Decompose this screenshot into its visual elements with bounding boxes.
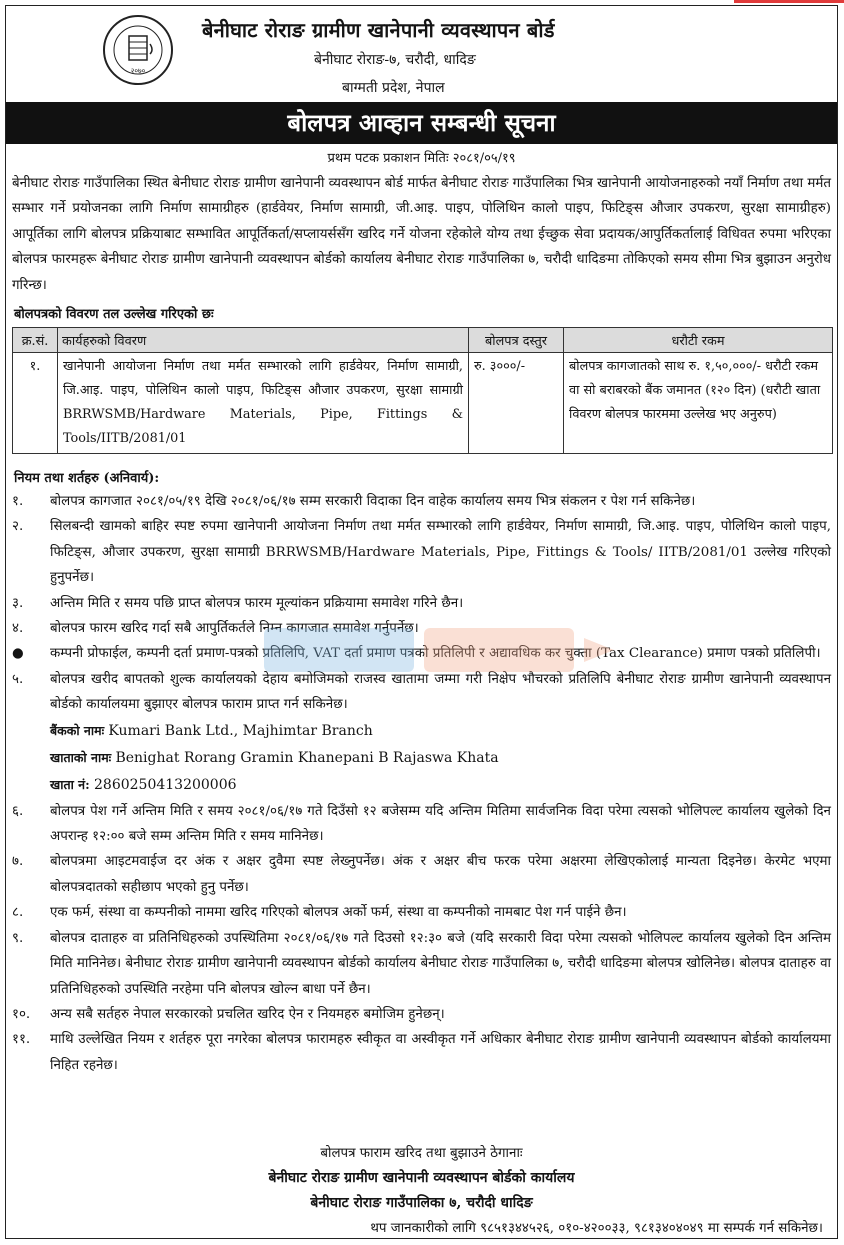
term-item <box>12 489 831 514</box>
board-seal-icon <box>102 14 174 86</box>
account-name-line <box>50 745 831 772</box>
term-text: अन्तिम मिति र समय पछि प्राप्त बोलपत्र फारम मूल्यांकन प्रक्रियामा समावेश गरिने छैन। <box>50 595 464 611</box>
terms-list <box>12 489 831 1078</box>
term-item <box>12 1002 831 1027</box>
account-name-value: Benighat Rorang Gramin Khanepani B Rajaswa Khata <box>115 749 499 766</box>
term-number: १. <box>12 494 24 509</box>
board-title: बेनीघाट रोराङ ग्रामीण खानेपानी व्यवस्थापन बोर्ड <box>202 18 555 42</box>
term-number: ९. <box>12 930 24 946</box>
table-row <box>13 353 833 454</box>
term-text: बोलपत्र खरीद बापतको शुल्क कार्यालयको देहाय बमोजिमको राजस्व खातामा जम्मा गरी निक्षेप भौचरको प्रतिलिपि बेनीघाट रोराङ ग्रामीण खानेपानी व्यवस्थापन बोर्डको कार्यालयमा बुझाएर बोलपत्र फाराम प्राप्त गर्न सकिनेछ। <box>50 671 831 713</box>
account-number-label: खाता नं: <box>50 776 90 792</box>
table-header-row <box>13 328 833 353</box>
term-number: १०. <box>12 1006 31 1022</box>
term-text: बोलपत्र पेश गर्ने अन्तिम मिति र समय २०८१/०६/१७ गते दिउँसो १२ बजेसम्म यदि अन्तिम मितिमा सार्वजनिक विदा परेमा त्यसको भोलिपल्ट कार्यालय खुलेको दिन अपरान्ह १२:०० बजे सम्म अन्तिम मिति र समय मानिनेछ। <box>50 803 831 845</box>
account-number-line <box>50 772 831 799</box>
bullet-icon: ● <box>12 646 24 662</box>
term-text: अन्य सबै सर्तहरु नेपाल सरकारको प्रचलित खरिद ऐन र नियमहरु बमोजिम हुनेछन्। <box>50 1006 445 1022</box>
cell-no: १. <box>13 353 58 454</box>
bank-details <box>12 718 831 799</box>
term-item <box>12 616 831 641</box>
bank-name-line <box>50 718 831 745</box>
term-item <box>12 591 831 616</box>
footer-contact: थप जानकारीको लागि ९८५१३४४५२६, ०१०-४२००३३, ९८१३४०४०४९ मा सम्पर्क गर्न सकिनेछ। <box>370 1221 823 1236</box>
seal-year: २०७० <box>130 67 146 75</box>
board-address: बेनीघाट रोराङ-७, चरौदी, धादिङ <box>314 52 476 68</box>
term-text: एक फर्म, संस्था वा कम्पनीको नाममा खरिद गरिएको बोलपत्र अर्को फर्म, संस्था वा कम्पनीको नामबाट पेश गर्न पाईने छैन। <box>50 905 627 921</box>
term-number: २. <box>12 519 24 535</box>
notice-banner: बोलपत्र आव्हान सम्बन्धी सूचना <box>6 102 837 144</box>
account-number-value: 2860250413200006 <box>94 776 237 793</box>
cell-description: खानेपानी आयोजना निर्माण तथा मर्मत सम्भारको लागि हार्डवेयर, निर्माण सामाग्री, जि.आइ. पाइप, पोलिथिन कालो पाइप, फिटिङ्स औजार उपकरण, सुरक्षा सामाग्री BRRWSMB/Hardware Materials, Pipe, Fittings & Tools/IITB/2081/01 <box>58 353 469 454</box>
term-number: ८. <box>12 905 24 921</box>
bid-details-table <box>12 327 833 454</box>
terms-heading: नियम तथा शर्तहरु (अनिवार्य): <box>14 471 160 486</box>
cell-fee: रु. ३०००/- <box>469 353 564 454</box>
term-text: बोलपत्रमा आइटमवाईज दर अंक र अक्षर दुवैमा स्पष्ट लेख्नुपर्नेछ। अंक र अक्षर बीच फरक परेमा अक्षरमा लेखिएकोलाई मान्यता दिइनेछ। केरमेट भएमा बोलपत्रदातको सहीछाप भएको हुनु पर्नेछ। <box>50 854 831 895</box>
footer-office-location: बेनीघाट रोराङ गाउँपालिका ७, चरौदी धादिङ <box>310 1195 533 1211</box>
term-text: बोलपत्र कागजात २०८१/०५/१९ देखि २०८१/०६/१७ सम्म सरकारी विदाका दिन वाहेक कार्यालय समय भित्र संकलन र पेश गर्न सकिनेछ। <box>50 494 696 509</box>
term-text: बोलपत्र फारम खरिद गर्दा सबै आपुर्तिकर्तले निम्न कागजात समावेश गर्नुपर्नेछ। <box>50 621 419 637</box>
col-header-no: क्र.सं. <box>13 328 58 353</box>
term-item <box>12 641 831 666</box>
term-number: ६. <box>12 803 24 819</box>
term-item <box>12 1027 831 1078</box>
corner-accent <box>734 0 844 3</box>
term-number: ५. <box>12 671 24 687</box>
publication-date: प्रथम पटक प्रकाशन मितिः २०८१/०५/१९ <box>327 151 516 166</box>
col-header-deposit: धरौटी रकम <box>564 328 833 353</box>
notice-page <box>5 5 838 1239</box>
table-intro: बोलपत्रको विवरण तल उल्लेख गरिएको छः <box>14 307 214 322</box>
bank-name-value: Kumari Bank Ltd., Majhimtar Branch <box>108 722 373 739</box>
term-text: सिलबन्दी खामको बाहिर स्पष्ट रुपमा खानेपानी आयोजना निर्माण तथा मर्मत सम्भारको लागि हार्डवेयर, निर्माण सामाग्री, जि.आइ. पाइप, पोलिथिन कालो पाइप, फिटिङ्स, औजार उपकरण, सुरक्षा सामाग्री BRRWSMB/Hardware Materials, Pipe, Fittings & Tools/ IITB/2081/01 उल्लेख गरिएको हुनुपर्नेछ। <box>50 519 831 586</box>
cell-deposit: बोलपत्र कागजातको साथ रु. १,५०,०००/- धरौटी रकम वा सो बराबरको बैंक जमानत (१२० दिन) (धरौटी खाता विवरण बोलपत्र फारममा उल्लेख भए अनुरुप) <box>564 353 833 454</box>
term-text: माथि उल्लेखित नियम र शर्तहरु पूरा नगरेका बोलपत्र फारामहरु स्वीकृत वा अस्वीकृत गर्ने अधिकार बेनीघाट रोराङ ग्रामीण खानेपानी व्यवस्थापन बोर्डको कार्यालयमा निहित रहनेछ। <box>50 1032 831 1073</box>
term-number: ११. <box>12 1032 31 1048</box>
footer-address-heading: बोलपत्र फाराम खरिद तथा बुझाउने ठेगानाः <box>320 1146 523 1161</box>
term-item <box>12 926 831 1002</box>
col-header-fee: बोलपत्र दस्तुर <box>469 328 564 353</box>
term-text: बोलपत्र दाताहरु वा प्रतिनिधिहरुको उपस्थितिमा २०८१/०६/१७ गते दिउसो १२:३० बजे (यदि सरकारी विदा परेमा त्यसको भोलिपल्ट कार्यालय खुलेको दिन अन्तिम मिति मानिनेछ। बेनीघाट रोराङ ग्रामीण खानेपानी व्यवस्थापन बोर्डको कार्यालय बेनीघाट रोराङ गाउँपालिका ७, चरौदी धादिङमा बोलपत्र खोलिनेछ। बोलपत्र दाताहरु वा प्रतिनिधिहरुको उपस्थिति नरहेमा पनि बोलपत्र खोल्न बाधा पर्ने छैन। <box>50 930 831 997</box>
term-item <box>12 799 831 850</box>
term-number: ७. <box>12 854 24 870</box>
term-number: ३. <box>12 595 24 611</box>
term-text: कम्पनी प्रोफाईल, कम्पनी दर्ता प्रमाण-पत्रको प्रतिलिपि, VAT दर्ता प्रमाण पत्रको प्रतिलिपी र अद्यावधिक कर चुक्ता (Tax Clearance) प्रमाण पत्रको प्रतिलिपी। <box>50 646 821 662</box>
board-province: बाग्मती प्रदेश, नेपाल <box>342 80 445 96</box>
term-item <box>12 667 831 718</box>
term-item <box>12 514 831 590</box>
term-item <box>12 849 831 900</box>
account-name-label: खाताको नामः <box>50 749 112 765</box>
term-item <box>12 900 831 925</box>
bank-name-label: बैंकको नामः <box>50 722 105 738</box>
term-number: ४. <box>12 621 24 637</box>
header <box>6 6 837 102</box>
col-header-description: कार्यहरुको विवरण <box>58 328 469 353</box>
intro-paragraph: बेनीघाट रोराङ गाउँपालिका स्थित बेनीघाट रोराङ ग्रामीण खानेपानी व्यवस्थापन बोर्ड मार्फत बेनीघाट रोराङ गाउँपालिका भित्र खानेपानी आयोजनाहरुको नयाँ निर्माण तथा मर्मत सम्भार गर्ने प्रयोजनका लागि निर्माण सामाग्रीहरु (हार्डवेयर, निर्माण सामाग्री, जी.आइ. पाइप, पोलिथिन कालो पाइप, फिटिङ्स औजार उपकरण, सुरक्षा सामाग्रीहरु) आपूर्तिका लागि बोलपत्र प्रक्रियाबाट सम्भावित आपूर्तिकर्ता/सप्लायर्ससँग खरिद गर्ने योजना रहेकोले योग्य तथा ईच्छुक सेवा प्रदायक/आपुर्तिकर्तालाई विधिवत रुपमा भरिएका बोलपत्र फारमहरू बेनीघाट रोराङ ग्रामीण खानेपानी व्यवस्थापन बोर्डको कार्यालय बेनीघाट रोराङ गाउँपालिका ७, चरौदी धादिङमा तोकिएको समय सीमा भित्र बुझाउन अनुरोध गरिन्छ। <box>12 176 831 293</box>
footer-office-name: बेनीघाट रोराङ ग्रामीण खानेपानी व्यवस्थापन बोर्डको कार्यालय <box>268 1170 575 1186</box>
